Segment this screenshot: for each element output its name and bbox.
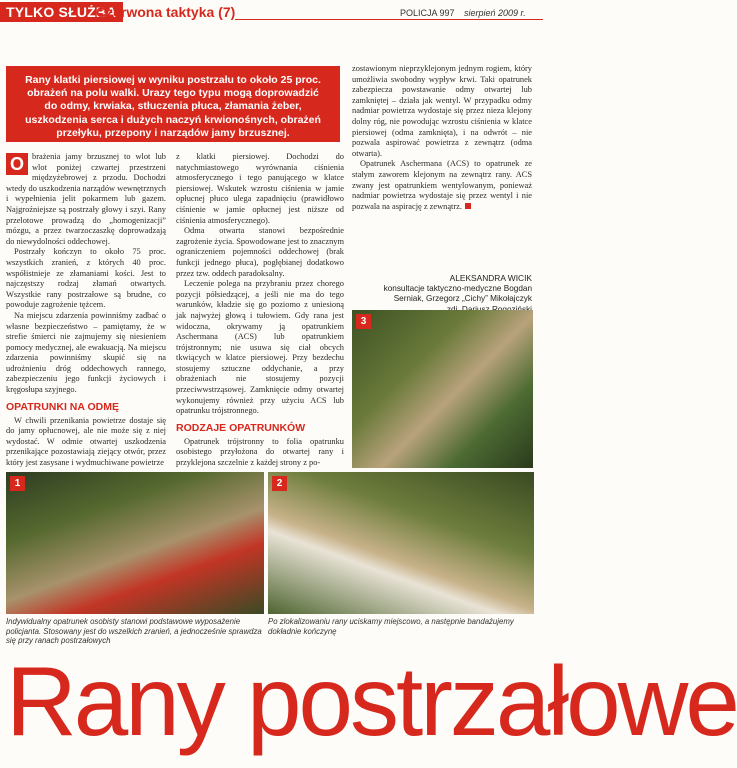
photo-personal-dressing xyxy=(6,472,264,614)
photo-number-badge: 3 xyxy=(356,314,371,329)
paragraph: Postrzały kończyn to około 75 proc. wszystkich zranień, z których 40 proc. współistnieje ze złamaniami kości. Jest to najczęstszy rodzaj złamań otwartych. Wszystkie rany postrzałowe są brudne, co powoduje zagrożenie tężcem. xyxy=(6,247,166,310)
photo-caption: Indywidualny opatrunek osobisty stanowi podstawowe wyposażenie policjanta. Stosowany jest do wszelkich zranień, a jednocześnie sprawdza się przy ranach postrzałowych xyxy=(6,617,262,646)
series-title: Czerwona taktyka (7) xyxy=(96,4,236,20)
paragraph: z klatki piersiowej. Dochodzi do natychmiastowego wyrównania ciśnienia atmosferycznego i tego panującego w klatce piersiowej. Wskutek wzrostu ciśnienia w jamie opłucnej płuco ulega zapadnięciu (prawidłowo ciśnienie w jamie opłucnej jest niższe od ciśnienia atmosferycznego). xyxy=(176,152,344,225)
photo-bandaging xyxy=(268,472,534,614)
paragraph: W chwili przenikania powietrze dostaje się do jamy opłucnowej, ale nie może się z niej wydostać. W odmie otwartej uszkodzenia przenikające pozostawiają ziejący otwór, przez który jest zasysane i wydmuchiwane powietrze xyxy=(6,415,166,468)
issue-date: sierpień 2009 r. xyxy=(464,8,526,18)
article-column-1 xyxy=(6,152,166,469)
photo-number-badge: 2 xyxy=(272,476,287,491)
paragraph: Leczenie polega na przybraniu przez chorego pozycji półsiedzącej, a jeśli nie ma do tego warunków, kładzie się go poziomo z uniesioną jak najwyżej głową i tułowiem. Gdy rana jest widoczna, okrywamy ją opatrunkiem Aschermana (ACS) lub opatrunkiem trójstronnym; nie usuwa się ciał obcych tkwiących w klatce piersiowej. Przy bezdechu stosujemy sztuczne oddychanie, a przy obrażeniach nie stosujemy pozycji przeciwwstrząsowej. Zamknięcie odmy otwartej wykonujemy również przy użyciu ACS lub opatrunku trójstronnego. xyxy=(176,279,344,416)
paragraph xyxy=(352,159,532,212)
paragraph-text: Opatrunek Aschermana (ACS) to opatrunek ze stałym zaworem klejonym na zewnątrz rany. ACS zwany jest opatrunkiem wentylowanym, ponieważ nadmiar powietrza wydostaje się przez wentyl i nie pozwala na aspirację z zewnątrz. xyxy=(352,159,532,211)
photo-caption: Po zlokalizowaniu rany uciskamy miejscowo, a następnie bandażujemy dokładnie kończynę xyxy=(268,617,514,636)
paragraph: Na miejscu zdarzenia powinniśmy zadbać o własne bezpieczeństwo – pamiętamy, że w strefie śmierci nie zajmujemy się niesieniem pomocy medycznej, ale ewakuacją. Na miejscu zdarzenia powinniśmy skupić się na udrożnieniu dróg oddechowych rannego, zabezpieczeniu jego funkcji życiowych i kręgosłupa szyjnego. xyxy=(6,310,166,395)
magazine-name: POLICJA 997 xyxy=(400,8,455,18)
lead-text: Rany klatki piersiowej w wyniku postrzału to około 25 proc. obrażeń na polu walki. Urazy tego typu mogą doprowadzić do odmy, krwiaka, stłuczenia płuca, złamania żeber, uszkodzenia serca i dużych naczyń krwionośnych, obrażeń przełyku, przepony i narządów jamy brzusznej. xyxy=(25,74,321,139)
subheading-open-pneumothorax: OPATRUNKI NA ODMĘ xyxy=(6,400,119,413)
consultation-credit: konsultacje taktyczno-medyczne Bogdan xyxy=(383,283,532,293)
article-column-3 xyxy=(352,64,532,212)
paragraph: Odma otwarta stanowi bezpośrednie zagrożenie życia. Spowodowane jest to znacznym ograniczeniem pojemności oddechowej (brak funkcji jednego płuca), pogłębianej dodatkowo przez tzw. oddech paradoksalny. xyxy=(176,226,344,278)
page-header xyxy=(0,0,543,26)
consultants-credit: Serniak, Grzegorz „Cichy” Mikołajczyk xyxy=(393,294,532,304)
section-tag: TYLKO SŁUŻBA xyxy=(0,2,123,22)
paragraph: zostawionym nieprzyklejonym jednym rogiem, który umożliwia swobodny wypływ krwi. Taki opatrunek zabezpiecza powstawanie odmy otwartej lub zamkniętej – działa jak wentyl. W przypadku odmy nadmiar powietrza wydostaje się przez nieza klejony dolny róg, nie powodując wzrostu ciśnienia w klatce piersiowej (odma zamknięta), i na odwrót – nie pozwala aspirować powietrza z zewnątrz (odma otwarta). xyxy=(352,64,532,158)
paragraph xyxy=(6,152,166,247)
photo-evacuation xyxy=(352,310,533,468)
header-divider xyxy=(235,19,543,20)
drop-cap: O xyxy=(6,153,28,175)
lead-box xyxy=(6,66,340,142)
article-title: Rany postrzałowe xyxy=(6,646,737,756)
paragraph-text: brażenia jamy brzusznej to wlot lub wlot poniżej czwartej przestrzeni międzyżebrowej z przodu. Dochodzi wtedy do uszkodzenia narządów wewnętrznych i wypełnienia jelit pokarmem lub gazem. Najgroźniejsze są postrzały głowy i szyi. Rany przelotowe prowadzą do „homogenizacji” mózgu, a przez twarzoczaszkę doprowadzają do niewydolności oddechowej. xyxy=(6,152,166,246)
author-name: ALEKSANDRA WICIK xyxy=(449,273,532,283)
subheading-dressing-types: RODZAJE OPATRUNKÓW xyxy=(176,421,306,434)
paragraph: Opatrunek trójstronny to folia opatrunku osobistego przyłożona do otwartej rany i przyklejona szczelnie z każdej strony z po- xyxy=(176,436,344,468)
photo-number-badge: 1 xyxy=(10,476,25,491)
article-column-2 xyxy=(176,152,344,469)
end-mark-icon xyxy=(465,203,471,209)
